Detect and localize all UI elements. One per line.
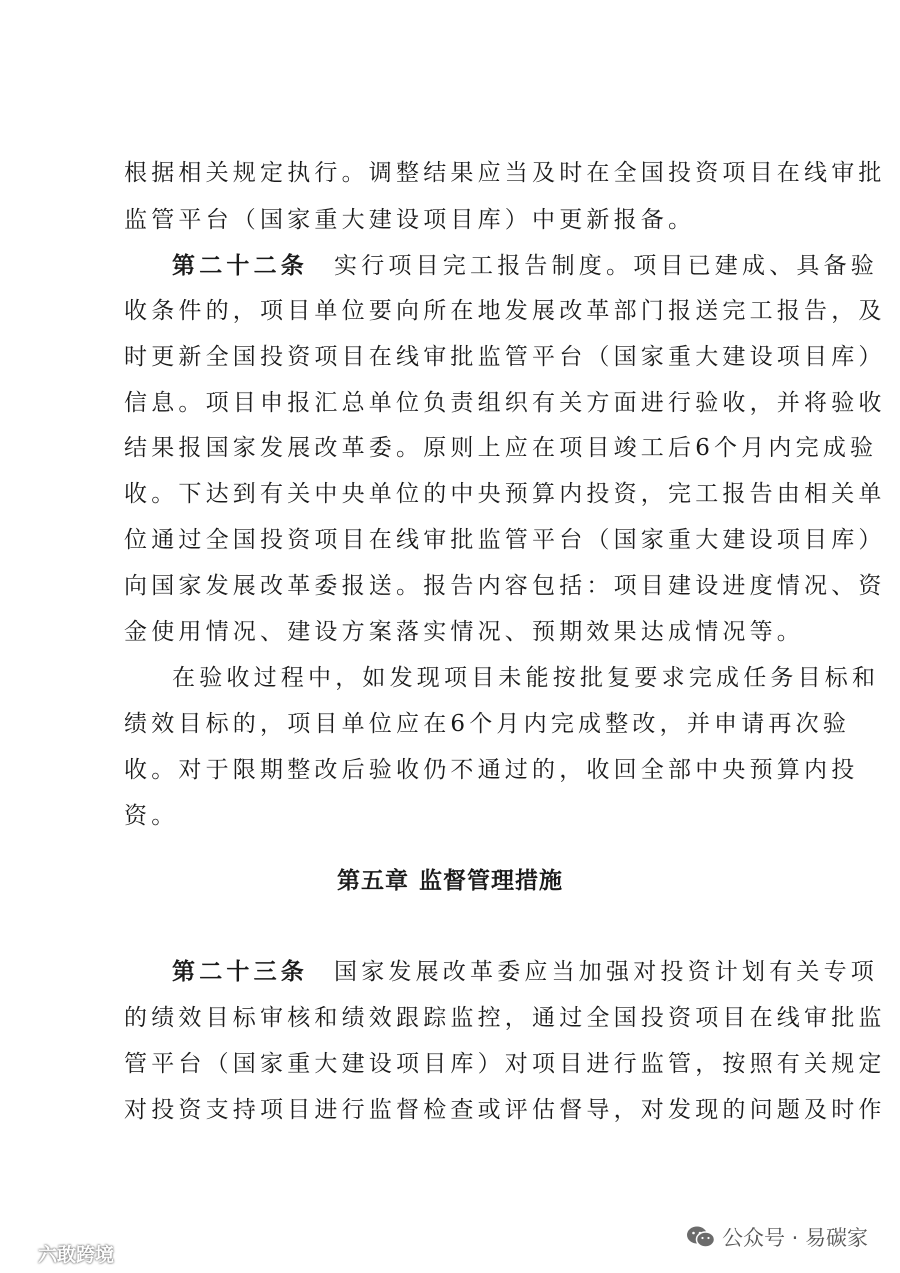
text-line: 监管平台（国家重大建设项目库）中更新报备。 <box>124 207 696 233</box>
text-line: 的绩效目标审核和绩效跟踪监控，通过全国投资项目在线审批监 <box>124 1005 886 1031</box>
text-line: 时更新全国投资项目在线审批监管平台（国家重大建设项目库） <box>124 344 886 370</box>
weibo-icon <box>8 1241 34 1266</box>
wechat-icon <box>686 1225 716 1249</box>
chapter-title: 监督管理措施 <box>419 868 563 894</box>
wechat-watermark-text: 公众号 · 易碳家 <box>721 1226 868 1250</box>
wechat-watermark <box>686 1222 868 1252</box>
text-line: 绩效目标的，项目单位应在6个月内完成整改，并申请再次验 <box>124 711 851 737</box>
text-line: 实行项目完工报告制度。项目已建成、具备验 <box>334 253 878 279</box>
article-22-heading: 第二十二条 <box>172 252 308 279</box>
text-line: 国家发展改革委应当加强对投资计划有关专项 <box>334 959 878 985</box>
text-line: 收。对于限期整改后验收仍不通过的，收回全部中央预算内投 <box>124 757 859 783</box>
corner-watermark <box>8 1240 114 1267</box>
text-line: 资。 <box>124 803 179 829</box>
chapter-number: 第五章 <box>337 868 409 894</box>
text-line: 位通过全国投资项目在线审批监管平台（国家重大建设项目库） <box>124 527 886 553</box>
article-22-first-line <box>124 251 878 281</box>
text-line: 对投资支持项目进行监督检查或评估督导，对发现的问题及时作 <box>124 1097 886 1123</box>
text-line: 金使用情况、建设方案落实情况、预期效果达成情况等。 <box>124 619 804 645</box>
article-23-heading: 第二十三条 <box>172 958 308 985</box>
chapter-heading <box>0 866 900 896</box>
text-line: 信息。项目申报汇总单位负责组织有关方面进行验收，并将验收 <box>124 390 886 416</box>
text-line: 结果报国家发展改革委。原则上应在项目竣工后6个月内完成验 <box>124 435 878 461</box>
text-line: 向国家发展改革委报送。报告内容包括：项目建设进度情况、资 <box>124 573 886 599</box>
corner-watermark-text: 六敢跨境 <box>38 1244 115 1266</box>
article-23-first-line <box>124 957 878 987</box>
text-line: 管平台（国家重大建设项目库）对项目进行监管，按照有关规定 <box>124 1051 886 1077</box>
text-line: 收条件的，项目单位要向所在地发展改革部门报送完工报告，及 <box>124 298 886 324</box>
text-line: 收。下达到有关中央单位的中央预算内投资，完工报告由相关单 <box>124 481 886 507</box>
text-line: 在验收过程中，如发现项目未能按批复要求完成任务目标和 <box>172 665 880 691</box>
text-line: 根据相关规定执行。调整结果应当及时在全国投资项目在线审批 <box>124 160 886 186</box>
